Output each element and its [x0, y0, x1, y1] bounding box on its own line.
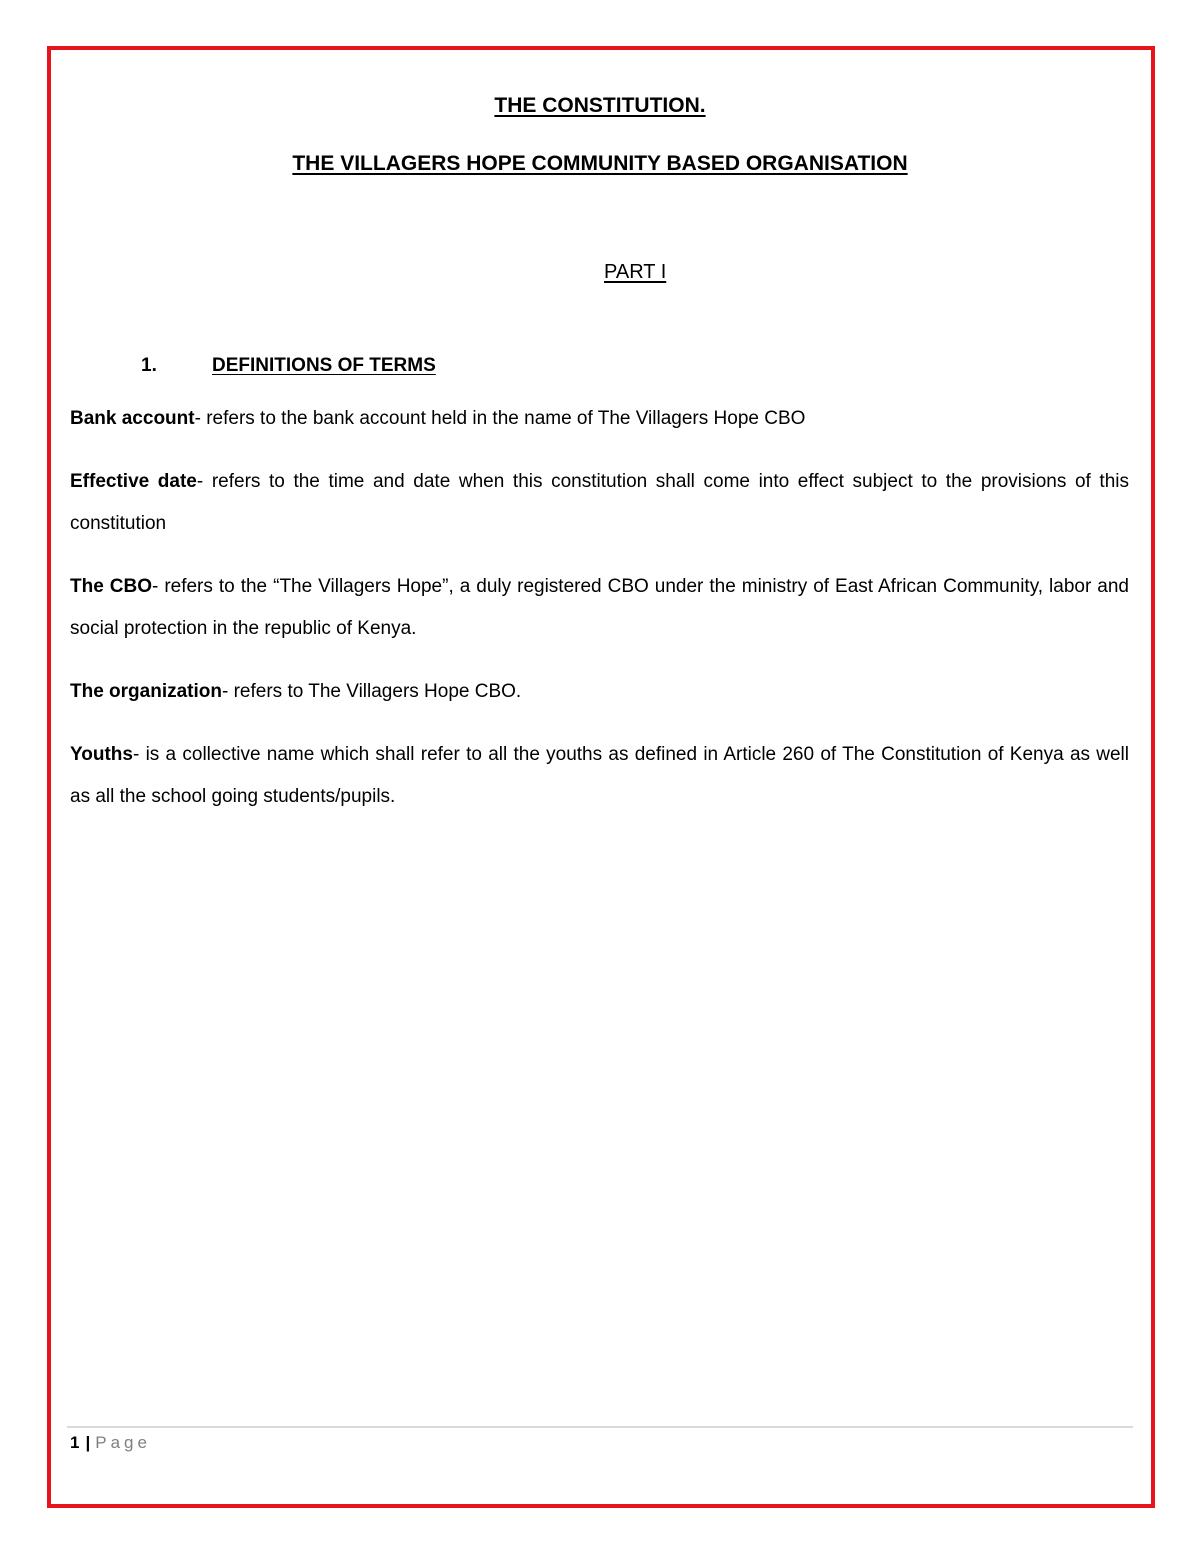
section-heading — [141, 355, 436, 377]
definition-text: - is a collective name which shall refer to all the youths as defined in Article 260 of The Constitution of Kenya as well as all the school going students/pupils. — [70, 744, 1129, 807]
definition-youths — [70, 734, 1129, 818]
definition-term: The organization — [70, 681, 222, 702]
document-subtitle: THE VILLAGERS HOPE COMMUNITY BASED ORGANISATION — [292, 152, 908, 175]
definitions-list — [70, 398, 1129, 839]
footer-separator: | — [85, 1433, 91, 1452]
footer-rule — [67, 1426, 1133, 1428]
definition-effective-date — [70, 461, 1129, 545]
definition-text: - refers to the “The Villagers Hope”, a duly registered CBO under the ministry of East African Community, labor and social protection in the republic of Kenya. — [70, 576, 1129, 639]
definition-term: Bank account — [70, 408, 195, 429]
definition-bank-account — [70, 398, 1129, 440]
definition-term: Youths — [70, 744, 133, 765]
definition-text: - refers to The Villagers Hope CBO. — [222, 681, 522, 702]
page-label: Page — [95, 1433, 151, 1452]
definition-text: - refers to the time and date when this constitution shall come into effect subject to the provisions of this constitution — [70, 471, 1130, 534]
page-number: 1 — [70, 1433, 80, 1452]
definition-the-organization — [70, 671, 1129, 713]
section-title: DEFINITIONS OF TERMS — [212, 355, 436, 376]
definition-term: The CBO — [70, 576, 152, 597]
definition-text: - refers to the bank account held in the name of The Villagers Hope CBO — [194, 408, 806, 429]
part-heading: PART I — [604, 261, 667, 283]
document-title: THE CONSTITUTION. — [494, 94, 706, 117]
page-footer — [70, 1433, 151, 1453]
definition-term: Effective date — [70, 471, 197, 492]
section-number: 1. — [141, 355, 157, 376]
definition-the-cbo — [70, 566, 1129, 650]
